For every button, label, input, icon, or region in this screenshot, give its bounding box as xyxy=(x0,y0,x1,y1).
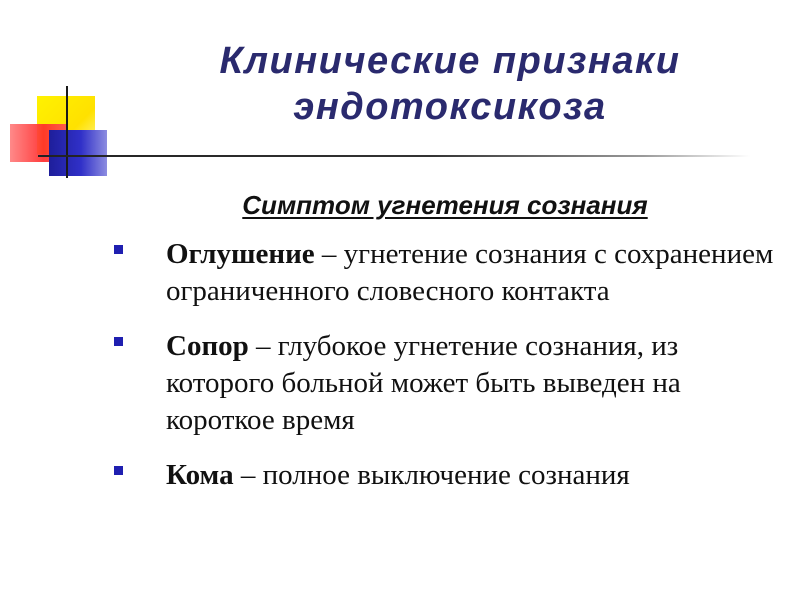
bullet-list xyxy=(110,236,790,512)
square-bullet-icon xyxy=(114,466,123,475)
bullet-item xyxy=(110,328,790,439)
bullet-term: Сопор xyxy=(166,330,249,362)
bullet-term: Оглушение xyxy=(166,238,315,270)
bullet-definition: – полное выключение сознания xyxy=(233,459,630,491)
title-divider-line xyxy=(38,155,750,157)
slide-title xyxy=(110,38,790,130)
square-bullet-icon xyxy=(114,337,123,346)
bullet-item xyxy=(110,236,790,310)
slide-title-line-1: Клинические признаки xyxy=(219,40,681,82)
square-bullet-icon xyxy=(114,245,123,254)
slide-title-line-2: эндотоксикоза xyxy=(293,86,607,128)
section-subtitle: Симптом угнетения сознания xyxy=(242,190,648,220)
vertical-line-decoration xyxy=(66,86,68,178)
blue-rectangle-decoration xyxy=(49,130,107,176)
bullet-item xyxy=(110,457,790,494)
bullet-definition: – глубокое угнетение сознания, из которого больной может быть выведен на короткое время xyxy=(166,330,681,436)
bullet-definition: – угнетение сознания с сохранением ограниченного словесного контакта xyxy=(166,238,774,307)
bullet-term: Кома xyxy=(166,459,234,491)
